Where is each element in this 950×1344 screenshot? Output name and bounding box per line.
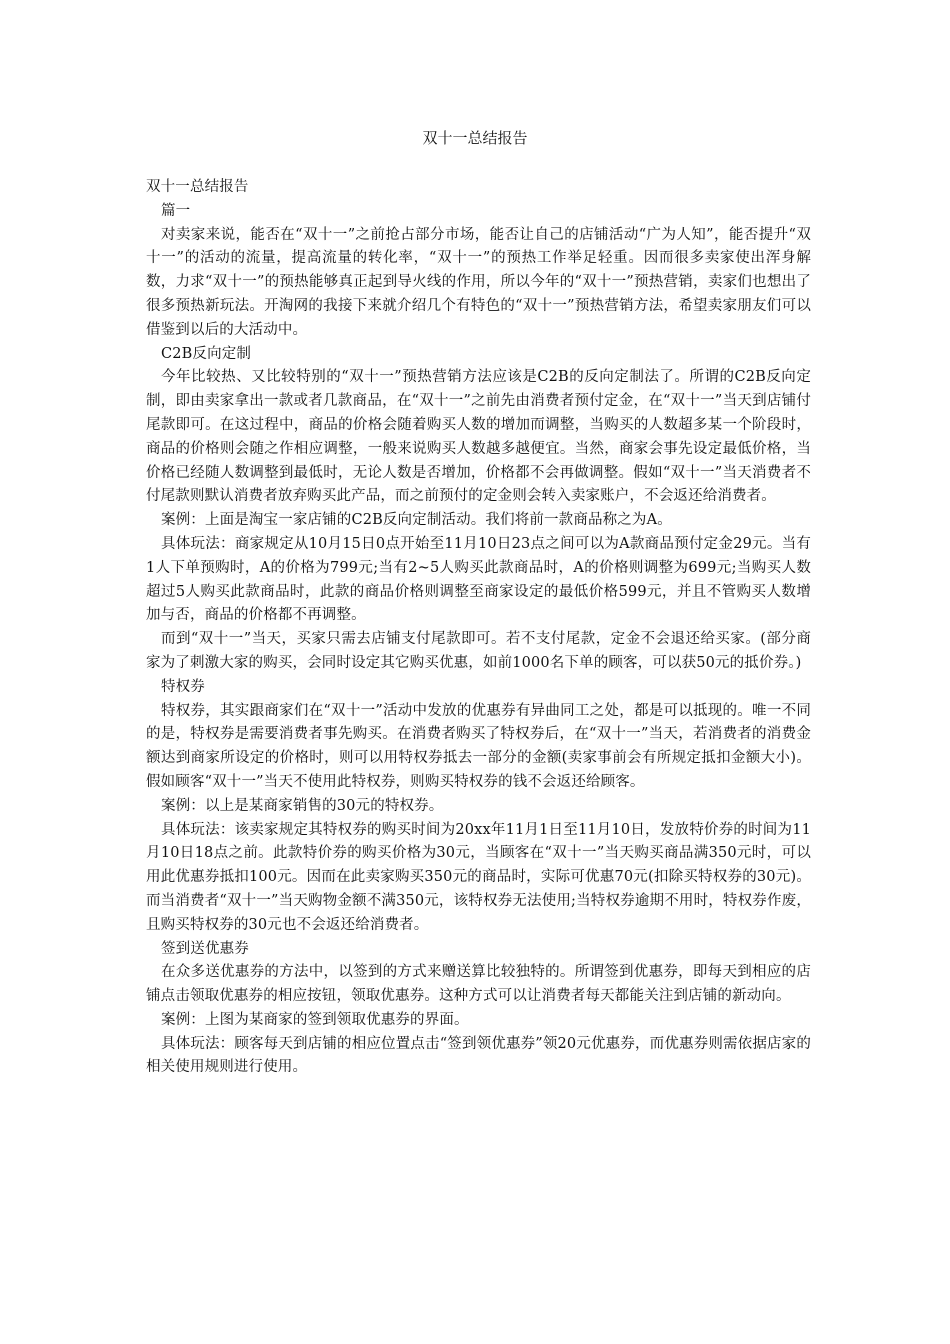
section-heading-check-in-coupon: 签到送优惠券 — [161, 940, 249, 957]
body-heading: 双十一总结报告 — [146, 179, 249, 195]
privilege-coupon-description-paragraph: 特权券，其实跟商家们在“双十一”活动中发放的优惠券有异曲同工之处，都是可以抵现的。唯一不同的是，特权券是需要消费者事先购买。在消费者购买了特权券后，在“双十一”当天，若消费者的消费金额达到商家所设定的价格时，则可以用特权券抵去一部分的金额(卖家事前会有所规定抵扣金额大小)。假如顾客“双十一”当天不使用此特权券，则购买特权券的钱不会返还给顾客。 — [146, 702, 811, 790]
privilege-coupon-rules-paragraph: 具体玩法：该卖家规定其特权券的购买时间为20xx年11月1日至11月10日，发放特价券的时间为11月10日18点之前。此款特价券的购买价格为30元，当顾客在“双十一”当天购买商品满350元时，可以用此优惠券抵扣100元。因而在此卖家购买350元的商品时，实际可优惠70元(扣除买特权券的30元)。而当消费者“双十一”当天购物金额不满350元，该特权券无法使用;当特权券逾期不用时，特权券作废，且购买特权券的30元也不会返还给消费者。 — [146, 821, 811, 933]
check-in-coupon-description-paragraph: 在众多送优惠券的方法中，以签到的方式来赠送算比较独特的。所谓签到优惠券，即每天到相应的店铺点击领取优惠券的相应按钮，领取优惠券。这种方式可以让消费者每天都能关注到店铺的新动向。 — [146, 964, 811, 1005]
c2b-final-payment-paragraph: 而到“双十一”当天，买家只需去店铺支付尾款即可。若不支付尾款，定金不会退还给买家。(部分商家为了刺激大家的购买，会同时设定其它购买优惠，如前1000名下单的顾客，可以获50元的抵价券。) — [146, 631, 811, 671]
check-in-coupon-case-paragraph: 案例：上图为某商家的签到领取优惠券的界面。 — [161, 1011, 469, 1028]
document-body — [146, 176, 811, 1080]
intro-paragraph: 对卖家来说，能否在“双十一”之前抢占部分市场，能否让自己的店铺活动“广为人知”，能否提升“双十一”的活动的流量，提高流量的转化率，“双十一”的预热工作举足轻重。因而很多卖家使出浑身解数，力求“双十一”的预热能够真正起到导火线的作用，所以今年的“双十一”预热营销，卖家们也想出了很多预热新玩法。开淘网的我接下来就介绍几个有特色的“双十一”预热营销方法，希望卖家朋友们可以借鉴到以后的大活动中。 — [146, 226, 811, 338]
document-title: 双十一总结报告 — [422, 129, 528, 147]
c2b-case-paragraph: 案例：上面是淘宝一家店铺的C2B反向定制活动。我们将前一款商品称之为A。 — [161, 512, 672, 529]
c2b-rules-paragraph: 具体玩法：商家规定从10月15日0点开始至11月10日23点之间可以为A款商品预付定金29元。当有1人下单预购时，A的价格为799元;当有2~5人购买此款商品时，A的价格则调整为699元;当购买人数超过5人购买此款商品时，此款的商品价格则调整至商家设定的最低价格599元，并且不管购买人数增加与否，商品的价格都不再调整。 — [146, 535, 811, 624]
section-heading-privilege-coupon: 特权券 — [161, 678, 205, 695]
section-heading-c2b: C2B反向定制 — [161, 345, 252, 362]
c2b-description-paragraph: 今年比较热、又比较特别的“双十一”预热营销方法应该是C2B的反向定制法了。所谓的C2B反向定制，即由卖家拿出一款或者几款商品，在“双十一”之前先由消费者预付定金，在“双十一”当天到店铺付尾款即可。在这过程中，商品的价格会随着购买人数的增加而调整，当购买的人数超多某一个阶段时，商品的价格则会随之作相应调整，一般来说购买人数越多越便宜。当然，商家会事先设定最低价格，当价格已经随人数调整到最低时，无论人数是否增加，价格都不会再做调整。假如“双十一”当天消费者不付尾款则默认消费者放弃购买此产品，而之前预付的定金则会转入卖家账户，不会返还给消费者。 — [146, 369, 811, 505]
section-label-part-one: 篇一 — [161, 202, 191, 219]
check-in-coupon-rules-paragraph: 具体玩法：顾客每天到店铺的相应位置点击“签到领优惠券”领20元优惠券，而优惠券则需依据店家的相关使用规则进行使用。 — [146, 1035, 811, 1076]
privilege-coupon-case-paragraph: 案例：以上是某商家销售的30元的特权券。 — [161, 797, 444, 814]
